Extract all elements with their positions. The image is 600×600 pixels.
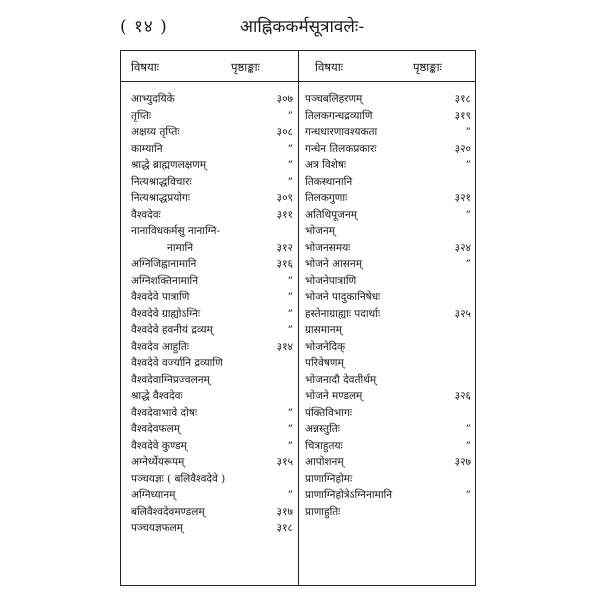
entry-subject: श्राद्धे वैश्वदेवः [131,390,183,402]
entry-subject: तिलकगुणाः [305,192,348,204]
entry-subject: नित्यश्राद्धविचारः [131,175,192,188]
index-entry [305,504,471,521]
page-heading-right: पृष्ठाङ्काः [413,60,442,74]
entry-subject: ग्रासमानम् [305,324,342,336]
entry-page-number: ” [287,423,293,435]
entry-page-number: ३१७ [276,505,293,518]
index-entry [131,438,293,455]
index-entry [131,174,293,191]
entry-page-number: ३२७ [454,456,471,468]
entry-subject: अत्र विशेषः [305,159,347,171]
entry-page-number: ३२५ [454,307,471,320]
entry-subject: भोजने पादुकानिषेधः [305,291,381,303]
entry-subject: प्राणाहुतिः [305,505,341,518]
entry-page-number: ” [287,439,293,452]
entry-subject: नानाविधकर्मसु नानाग्नि- [131,225,221,237]
subject-index-table [120,50,476,586]
entry-page-number: ३२६ [454,390,471,402]
index-entry [305,91,471,108]
entry-page-number: ३१५ [276,456,293,468]
entry-subject: प्राणाग्निहोमः [305,472,353,485]
running-head [120,12,560,42]
index-entry [305,339,471,356]
entry-page-number: ३०७ [276,93,293,105]
page-heading-left: पृष्ठाङ्काः [231,60,260,74]
entry-subject: अग्निध्यानम् [131,489,176,501]
index-entry [131,240,293,257]
entry-subject: पञ्चबलिहरणम् [305,93,363,105]
entry-page-number: ” [287,291,293,303]
entry-subject: परिवेषणम् [305,357,344,369]
entry-subject: भोजनेपात्राणि [305,274,357,287]
entry-page-number: ” [287,324,293,336]
entry-subject: पञ्चयज्ञफलम् [131,522,184,534]
entry-page-number: ३१८ [276,522,293,534]
entry-subject: श्राद्धे ब्राह्मणलक्षणम् [131,159,207,171]
entry-subject: अग्नेर्ध्येयरूपम् [131,456,185,468]
entry-subject: नामानि [167,241,194,254]
index-entry [131,421,293,438]
index-entry [305,454,471,471]
entry-subject: वैश्वदेवाग्निप्रज्वलनम् [131,373,210,386]
index-entry [131,504,293,521]
index-entry [131,124,293,141]
index-entry [131,388,293,405]
entry-subject: वैश्वदेवे हवनीयं द्रव्यम् [131,324,213,336]
index-entry [305,124,471,141]
entry-page-number: ” [287,159,293,171]
index-entry [305,471,471,488]
entry-subject: वैश्वदेव आहुतिः [131,340,190,353]
entry-page-number: ३१४ [276,340,293,353]
subject-heading-left: विषयाः [131,60,159,74]
entry-subject: भोजनेदिक् [305,340,346,353]
entry-page-number: ३१२ [276,241,293,254]
index-entry [131,91,293,108]
entry-subject: भोजने मण्डलम् [305,390,363,402]
entry-page-number: ३२१ [454,192,471,204]
entry-subject: भोजनम् [305,225,335,237]
entry-subject: काम्यानि [131,142,163,155]
entry-page-number: ” [465,126,471,138]
entry-subject: चित्राहुतयः [305,439,343,452]
index-entry [305,223,471,240]
entry-subject: गन्धेन तिलकप्रकारः [305,142,377,155]
entry-subject: भोजनसमयः [305,241,351,254]
entry-subject: वैश्वदेवे ग्राह्योऽग्निः [131,307,201,320]
index-entry [305,438,471,455]
entry-subject: अन्नस्तुतिः [305,423,340,435]
index-entry [305,190,471,207]
entry-page-number: ” [465,258,471,270]
index-entry [305,207,471,224]
entry-subject: भोजनादौ देवतीर्थम् [305,373,377,386]
entry-subject: प्राणाग्निहोत्रेऽग्निनामानि [305,489,393,501]
index-entry [131,487,293,504]
entry-subject: अक्षय्य तृप्तिः [131,126,180,138]
index-entry [305,322,471,339]
entry-page-number: ३१८ [454,93,471,105]
index-entry [305,388,471,405]
index-entry [131,190,293,207]
entry-subject: आभ्युदयिके [131,93,175,105]
entry-page-number: ३०९ [276,192,293,204]
entry-subject: गन्धधारणावश्यकता [305,126,378,138]
entry-subject: वैश्वदेवः [131,208,161,221]
entry-subject: अतिथिपूजनम् [305,208,358,221]
entry-page-number: ” [465,439,471,452]
entry-page-number: ” [465,423,471,435]
entry-subject: पञ्चयज्ञः ( बलिवैश्वदेवे ) [131,472,226,485]
index-entry [131,355,293,372]
entry-subject: आपोशनम् [305,456,344,468]
index-entry [305,421,471,438]
entry-page-number: ३१९ [454,109,471,122]
index-entry [305,289,471,306]
entry-page-number: ३२० [454,142,471,155]
index-entry [131,289,293,306]
index-entry [131,108,293,125]
entry-page-number: ३०८ [276,126,293,138]
index-entry [305,157,471,174]
entry-page-number: ” [465,159,471,171]
index-entry [131,405,293,422]
entry-subject: नित्यश्राद्धप्रयोगः [131,192,191,204]
entry-page-number: ” [287,109,293,122]
subject-heading-right: विषयाः [315,60,343,74]
index-entry [305,405,471,422]
column-divider [298,51,299,585]
index-entry [305,240,471,257]
entry-page-number: ” [465,208,471,221]
entry-page-number: ३२४ [454,241,471,254]
entry-subject: तिलकगन्धद्रव्याणि [305,109,373,122]
index-entry [131,471,293,488]
entry-subject: अग्निजिह्वानामानि [131,258,197,270]
index-entry [305,355,471,372]
entry-subject: वैश्वदेवाभावे दोषः [131,406,198,419]
right-column-entries [305,91,471,520]
index-entry [131,520,293,537]
index-entry [131,256,293,273]
index-entry [131,207,293,224]
running-title: आह्निककर्मसूत्रावलेः- [240,17,365,37]
left-column-entries [131,91,293,537]
entry-subject: वैश्वदेवफलम् [131,423,181,435]
entry-subject: भोजने आसनम् [305,258,362,270]
entry-subject: बलिवैश्वदेवमण्डलम् [131,505,205,518]
index-entry [305,256,471,273]
index-entry [305,372,471,389]
entry-page-number: ” [287,274,293,287]
entry-subject: तिकस्थानानि [305,175,353,188]
index-entry [131,372,293,389]
index-entry [131,273,293,290]
index-entry [305,108,471,125]
entry-page-number: ” [287,307,293,320]
index-entry [305,273,471,290]
index-entry [305,141,471,158]
entry-page-number: ३१६ [276,258,293,270]
table-header-row [121,51,475,82]
entry-subject: हस्तेनाग्राह्याः पदार्थाः [305,307,381,320]
index-entry [131,223,293,240]
entry-page-number: ३११ [276,208,293,221]
entry-subject: अग्निशक्तिनामानि [131,274,199,287]
index-entry [305,174,471,191]
index-entry [131,322,293,339]
entry-page-number: ” [287,489,293,501]
index-entry [305,487,471,504]
index-entry [131,306,293,323]
index-entry [131,141,293,158]
page-number: ( १४ ) [120,17,168,37]
entry-page-number: ” [287,175,293,188]
index-entry [131,454,293,471]
entry-page-number: ” [465,489,471,501]
entry-page-number: ” [287,142,293,155]
entry-subject: तृप्तिः [131,109,152,122]
entry-subject: वैश्वदेवे वर्ज्यानि द्रव्याणि [131,357,223,369]
index-entry [131,157,293,174]
entry-page-number: ” [287,406,293,419]
index-entry [131,339,293,356]
entry-subject: पंक्तिविभागः [305,406,352,419]
index-entry [305,306,471,323]
entry-subject: वैश्वदेवे कुण्डम् [131,439,187,452]
entry-subject: वैश्वदेवे पात्राणि [131,291,190,303]
